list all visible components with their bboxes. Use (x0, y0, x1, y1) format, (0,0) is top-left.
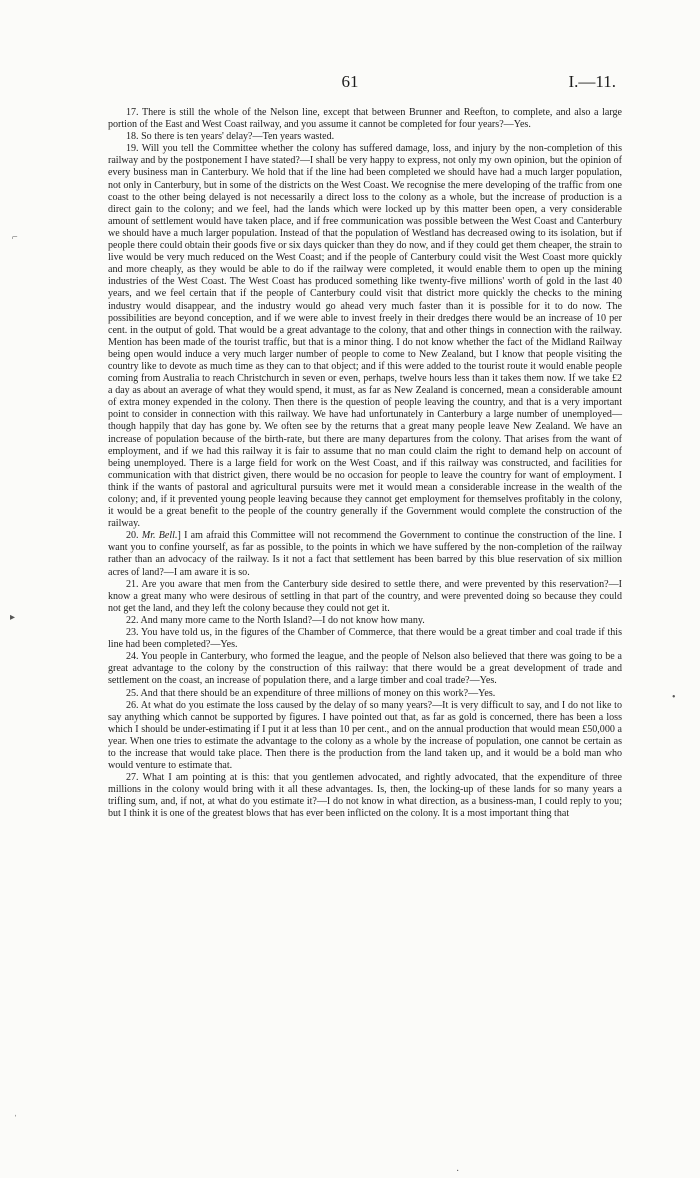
paragraph-20 (108, 530, 622, 578)
paragraph-27: 27. What I am pointing at is this: that you gentlemen advocated, and rightly advocated, that the expenditure of three millions in the colony would bring with it all these advantages. Is, then, the locking-up of these lands for so many years a trifling sum, and, if not, at what do you estimate it?—I do not know in what direction, as a business-man, I could reply to you; but I think it is one of the greatest blows that has ever been inflicted on the colony. It is a most important thing that (108, 772, 622, 820)
paragraph-24: 24. You people in Canterbury, who formed the league, and the people of Nelson also believed that there was going to be a great advantage to the colony by the construction of this railway: that there would be a great development of trade and settlement on the coast, an increase of population there, and a large timber and coal trade?—Yes. (108, 651, 622, 687)
page-header (0, 72, 700, 96)
paragraph-20-number: 20. (126, 530, 139, 542)
margin-mark: · (456, 1166, 460, 1177)
margin-mark: ˌ (14, 1106, 18, 1117)
margin-mark: ▸ (10, 612, 16, 623)
paragraph-20-text: ] I am afraid this Committee will not recommend the Government to continue the construction of the line. I want you to confine yourself, as far as possible, to the points in which we have suffered by the non-completion of the railway rather than an advocacy of the railway. Is it not a fact that settlement has been barred by this blue reservation of six million acres of land?—I am aware it is so. (108, 530, 622, 578)
paragraph-18: 18. So there is ten years' delay?—Ten years wasted. (126, 131, 335, 143)
speaker-name: Mr. Bell. (141, 530, 178, 542)
margin-mark: • (672, 692, 676, 703)
document-reference: I.—11. (568, 72, 616, 91)
page-number: 61 (341, 72, 359, 91)
paragraph-23: 23. You have told us, in the figures of the Chamber of Commerce, that there would be a great timber and coal trade if this line had been completed?—Yes. (108, 627, 622, 651)
paragraph-19: 19. Will you tell the Committee whether the colony has suffered damage, loss, and injury by the non-completion of this railway and by the postponement I have stated?—I shall be very happy to express, not only my own opinion, but the opinion of every business man in Canterbury. We hold that if the line had been completed we should have had a much larger population, not only in Canterbury, but in some of the districts on the West Coast. We recognise the mere developing of the traffic from one coast to the other being delayed is not necessarily a direct loss to the colony as a whole, but the increase of production is a direct gain to the colony; and we feel, had the lands which were locked up by this matter been open, a very considerable amount of settlement would have taken place, and if free communication was possible between the West Coast and Canterbury we should have a much larger population. Instead of that the population of Westland has decreased owing to its isolation, but if people there could obtain their goods five or six days quicker than they do now, and if they could get them cheaper, the strain to live would be very much reduced on the West Coast; and if the people of Canterbury could visit the West Coast more quickly and more cheaply, as they would be able to do if the railway were completed, it would enable them to open up the mining industries of the West Coast. The West Coast has produced something like twenty-five millions' worth of gold in the last 40 years, and we feel certain that if the people of Canterbury could visit that district more quickly the checks to the mining industry would disappear, and the industry would go ahead very much faster than it is possible for it to do now. The possibilities are beyond conception, and if we were able to invest freely in their dredges there would be an increase of 10 per cent. in the output of gold. That would be a great advantage to the colony, that and other things in connection with the railway. Mention has been made of the tourist traffic, but that is a minor thing. I do not know whether the fact of the Midland Railway being open would induce a very much larger number of people to come to New Zealand, but I know that people visiting the country like to devote as much time as they can to that object; and if this were added to the tourist route it would enable people coming from Australia to reach Christchurch in seven or even, perhaps, twelve hours less than it takes them now. If we take £2 a day as about an average of what they would spend, it must, as far as New Zealand is concerned, mean a considerable amount of extra money expended in the colony. Then there is the question of people leaving the country, and that is a very important point to consider in connection with this railway. We have had unfortunately in Canterbury a large number of unemployed—though happily that day has gone by. We often see by the returns that a great many people leave New Zealand. We have an increase of population because of the birth-rate, but there are many departures from the colony. That arises from the want of employment, and if we had this railway it is fair to assume that no man could claim the right to demand help on account of being unemployed. There is a large field for work on the West Coast, and if this railway was constructed, and facilities for communication with that district given, there would be no occasion for people to leave the country for want of employment. I think if the wants of pastoral and agricultural pursuits were met it would mean a considerable increase in the wealth of the colony; and, if it prevented young people leaving because they cannot get employment for themselves profitably in the colony, it would be a great benefit to the people of the country generally if the Government would complete the construction of the railway. (108, 143, 622, 530)
document-body (108, 107, 622, 821)
paragraph-25: 25. And that there should be an expenditure of three millions of money on this work?—Yes. (126, 687, 496, 699)
paragraph-26: 26. At what do you estimate the loss caused by the delay of so many years?—It is very difficult to say, and I do not like to say anything which cannot be supported by figures. I have pointed out that, as far as gold is concerned, there has been a loss which I should be under-estimating if I put it at less than 10 per cent., and on the annual production that would mean £50,000 a year. When one tries to estimate the advantage to the colony as a whole by the increase of population, one cannot be certain as to the increase that would take place. Then there is the production from the land taken up, and it would be a bold man who would venture to estimate that. (108, 699, 622, 772)
margin-mark: ⌐ (12, 232, 18, 243)
paragraph-21: 21. Are you aware that men from the Canterbury side desired to settle there, and were prevented by this reservation?—I know a great many who were desirous of settling in that part of the country, and were prevented doing so because they could not get the land, and they left the colony because they could not get it. (108, 578, 622, 614)
paragraph-17: 17. There is still the whole of the Nelson line, except that between Brunner and Reefton, to complete, and also a large portion of the East and West Coast railway, and you assume it cannot be completed for four years?—Yes. (108, 107, 622, 131)
paragraph-22: 22. And many more came to the North Island?—I do not know how many. (126, 614, 425, 626)
